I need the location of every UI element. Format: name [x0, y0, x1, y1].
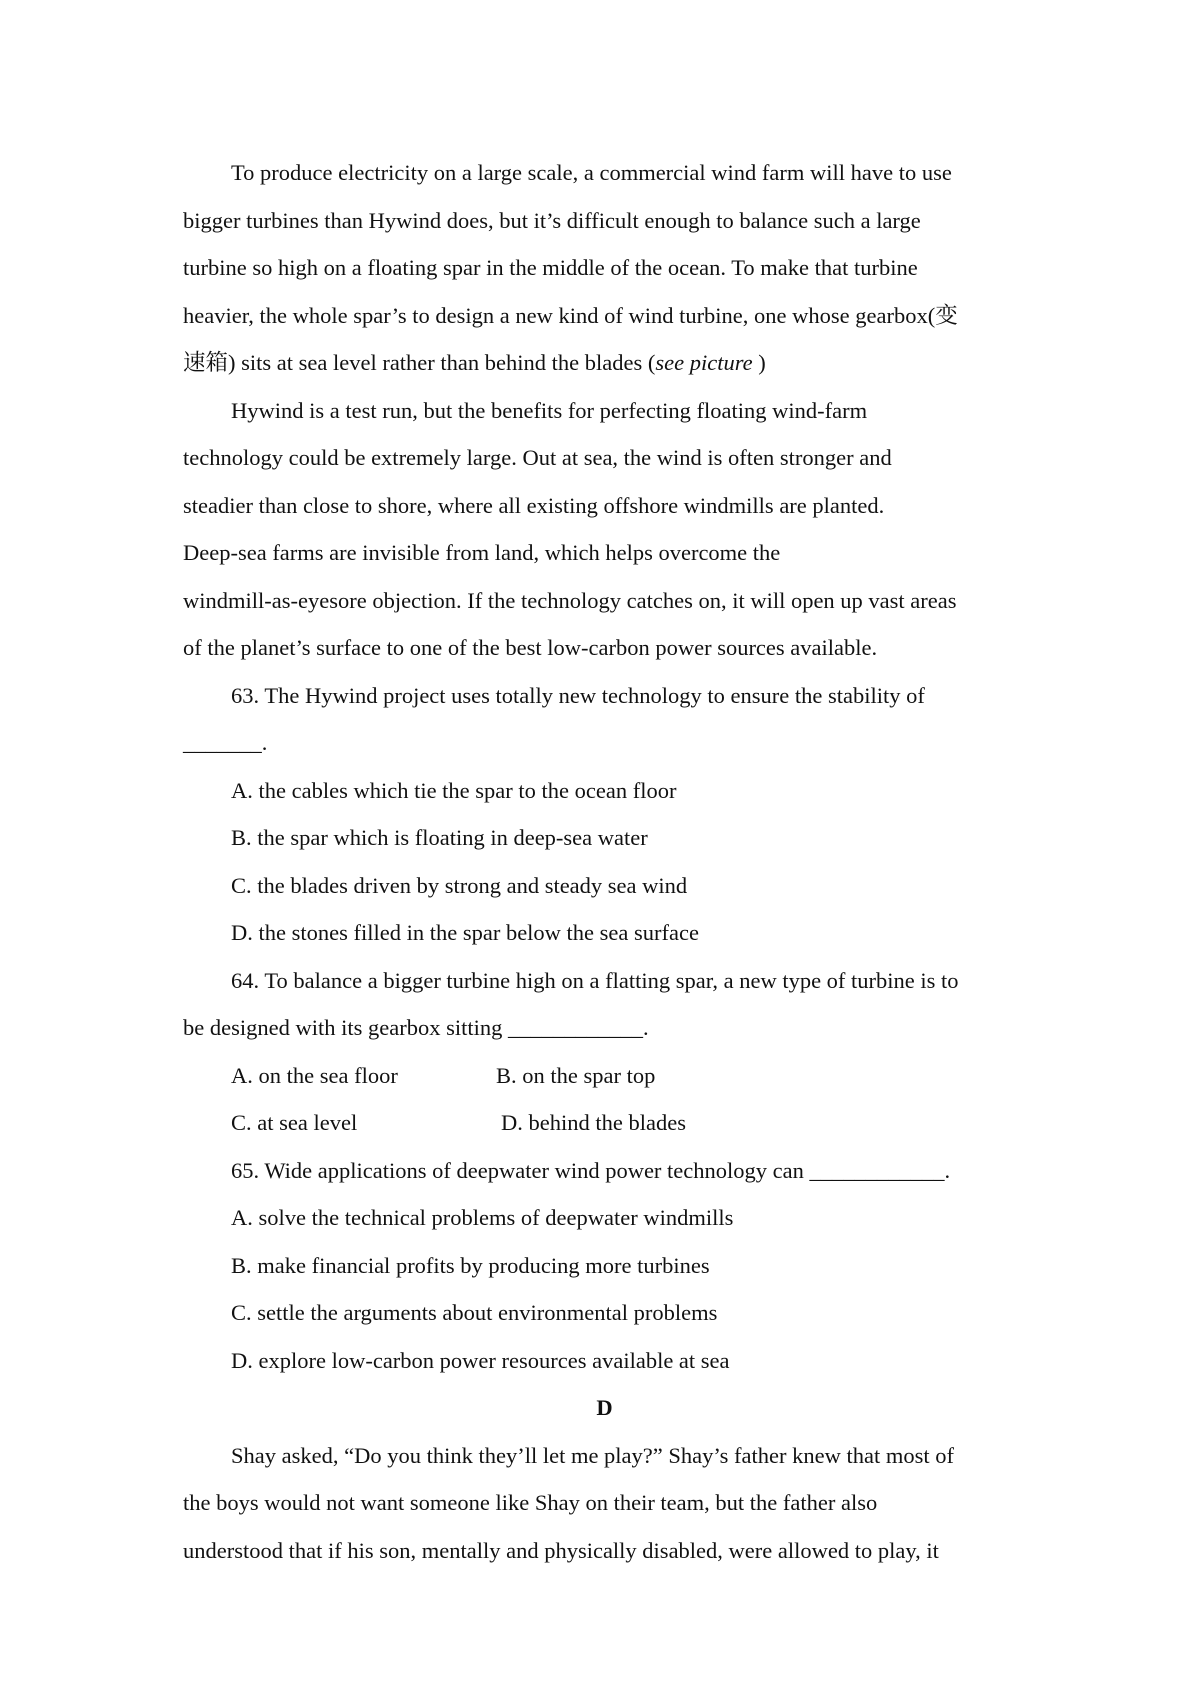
see-picture-reference: see picture	[655, 350, 753, 375]
option-b: B. the spar which is floating in deep-sea water	[231, 825, 648, 850]
question-stem: 65. Wide applications of deepwater wind power technology can ____________.	[231, 1157, 951, 1183]
answer-blank: _______.	[183, 730, 268, 755]
option-c: C. at sea level	[231, 1110, 358, 1135]
question-63	[183, 672, 1026, 957]
section-d	[183, 1384, 1026, 1574]
paragraph-line: the boys would not want someone like Shay on their team, but the father also	[183, 1490, 878, 1515]
question-stem: 64. To balance a bigger turbine high on a flatting spar, a new type of turbine is to	[231, 967, 959, 993]
paragraph-line: understood that if his son, mentally and physically disabled, were allowed to play, it	[183, 1537, 939, 1563]
paragraph-line: turbine so high on a floating spar in the middle of the ocean. To make that turbine	[183, 255, 918, 280]
paragraph-line: windmill-as-eyesore objection. If the technology catches on, it will open up vast areas	[183, 587, 957, 613]
paragraph-hywind-benefits	[183, 387, 1026, 672]
option-d: D. the stones filled in the spar below the sea surface	[231, 920, 699, 945]
option-row	[183, 1052, 1026, 1100]
paragraph-line: bigger turbines than Hywind does, but it’s difficult enough to balance such a large	[183, 207, 921, 233]
option-row	[183, 1099, 1026, 1147]
option-a: A. the cables which tie the spar to the ocean floor	[231, 777, 677, 803]
option-c: C. settle the arguments about environmental problems	[231, 1300, 718, 1325]
section-heading: D	[596, 1395, 613, 1420]
option-a: A. solve the technical problems of deepwater windmills	[231, 1205, 734, 1230]
option-d: D. explore low-carbon power resources available at sea	[231, 1347, 730, 1373]
document-body	[183, 149, 1026, 1574]
option-c: C. the blades driven by strong and steady sea wind	[231, 872, 688, 898]
paragraph-line: technology could be extremely large. Out at sea, the wind is often stronger and	[183, 445, 892, 470]
paragraph-line: To produce electricity on a large scale, a commercial wind farm will have to use	[231, 160, 952, 185]
paragraph-wind-farm	[183, 149, 1026, 387]
question-stem: 63. The Hywind project uses totally new technology to ensure the stability of	[231, 682, 925, 708]
question-65	[183, 1147, 1026, 1385]
paragraph-line: steadier than close to shore, where all existing offshore windmills are planted.	[183, 492, 885, 518]
paragraph-line: Deep-sea farms are invisible from land, which helps overcome the	[183, 540, 781, 565]
paragraph-line	[183, 339, 1026, 387]
option-b: B. make financial profits by producing more turbines	[231, 1252, 710, 1278]
question-stem-continued: be designed with its gearbox sitting ____________.	[183, 1015, 649, 1040]
option-b: B. on the spar top	[496, 1062, 656, 1088]
paragraph-line: Hywind is a test run, but the benefits for perfecting floating wind-farm	[231, 397, 868, 423]
paragraph-line: heavier, the whole spar’s to design a new kind of wind turbine, one whose gearbox(变	[183, 302, 958, 328]
paragraph-line: Shay asked, “Do you think they’ll let me play?” Shay’s father knew that most of	[231, 1442, 954, 1468]
paragraph-text: 速箱) sits at sea level rather than behind the blades (	[183, 350, 656, 375]
option-a: A. on the sea floor	[231, 1062, 398, 1088]
paragraph-line: of the planet’s surface to one of the best low-carbon power sources available.	[183, 635, 878, 660]
paragraph-text: )	[752, 350, 766, 375]
option-d: D. behind the blades	[501, 1110, 686, 1135]
question-64	[183, 957, 1026, 1147]
